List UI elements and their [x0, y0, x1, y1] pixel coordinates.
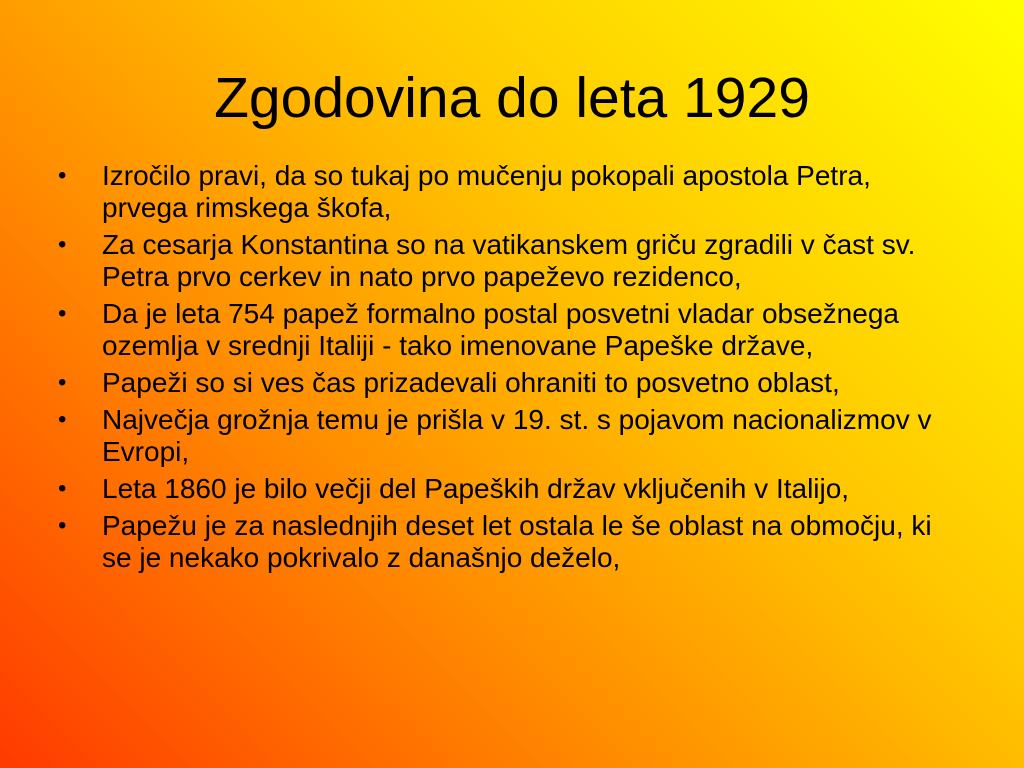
list-item	[58, 367, 958, 399]
bullet-text: Za cesarja Konstantina so na vatikanskem griču zgradili v čast sv. Petra prvo cerkev in nato prvo papeževo rezidenco,	[102, 229, 916, 292]
list-item	[58, 298, 958, 362]
bullet-text: Izročilo pravi, da so tukaj po mučenju pokopali apostola Petra, prvega rimskega škofa,	[102, 160, 871, 223]
bullet-icon: •	[58, 369, 67, 396]
bullet-text: Papeži so si ves čas prizadevali ohraniti to posvetno oblast,	[102, 367, 840, 398]
bullet-icon: •	[58, 300, 67, 327]
list-item	[58, 510, 958, 574]
bullet-icon: •	[58, 512, 67, 539]
list-item	[58, 160, 958, 224]
list-item	[58, 473, 958, 505]
bullet-text: Leta 1860 je bilo večji del Papeških držav vključenih v Italijo,	[102, 473, 850, 504]
bullet-text: Papežu je za naslednjih deset let ostala le še oblast na območju, ki se je nekako pokrivalo z današnjo deželo,	[102, 510, 932, 573]
bullet-icon: •	[58, 406, 67, 433]
bullet-list	[58, 160, 958, 579]
bullet-text: Da je leta 754 papež formalno postal posvetni vladar obsežnega ozemlja v srednji Italiji - tako imenovane Papeške države,	[102, 298, 899, 361]
bullet-icon: •	[58, 231, 67, 258]
bullet-icon: •	[58, 475, 67, 502]
list-item	[58, 229, 958, 293]
list-item	[58, 404, 958, 468]
slide-title: Zgodovina do leta 1929	[214, 66, 810, 130]
bullet-text: Največja grožnja temu je prišla v 19. st. s pojavom nacionalizmov v Evropi,	[102, 404, 932, 467]
bullet-icon: •	[58, 162, 67, 189]
